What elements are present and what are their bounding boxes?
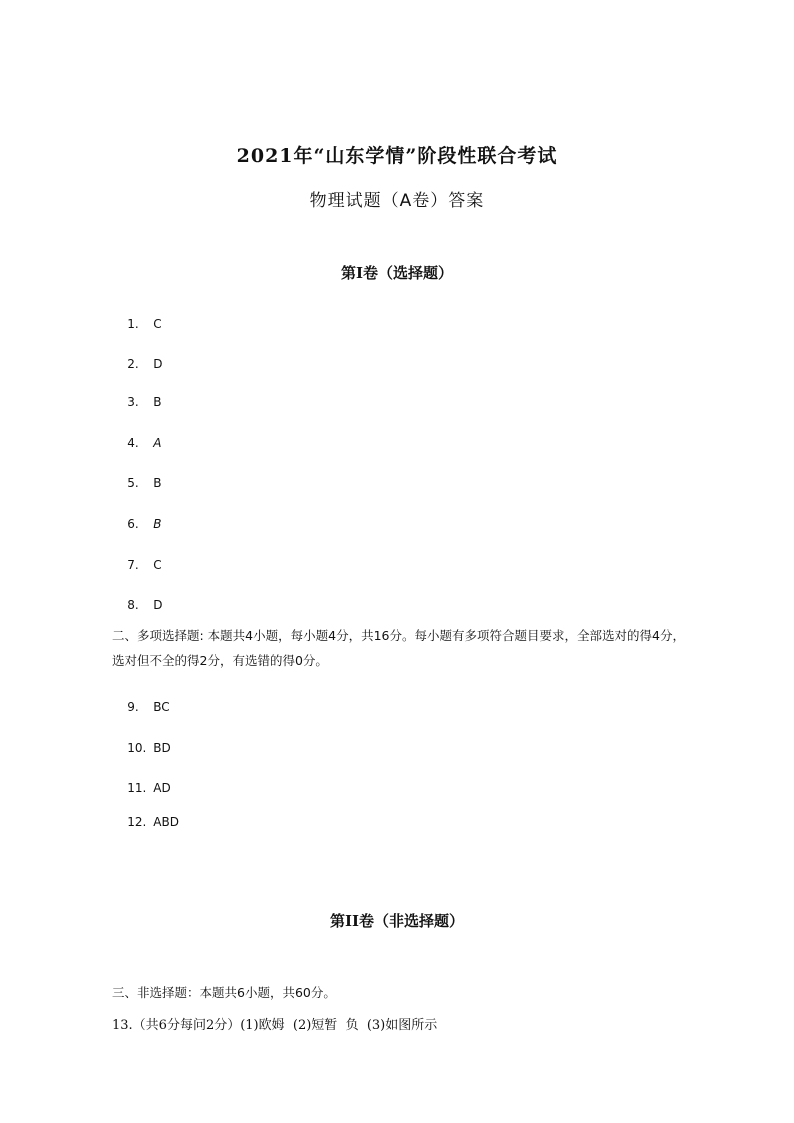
answer-10 [112,727,171,769]
answer-4 [112,422,161,464]
answer-3 [112,381,162,423]
answer-number: 10. [127,741,147,755]
answer-value: ABD [153,815,179,829]
answer-12 [112,801,179,843]
answer-value: C [153,317,162,331]
answer-1 [112,303,162,345]
answer-value: BC [153,700,170,714]
answer-5 [112,462,162,504]
answer-value: B [153,517,162,531]
answer-number: 3. [127,395,139,409]
multi-choice-instructions: 二、多项选择题: 本题共4小题，每小题4分，共16分。每小题有多项符合题目要求，全部选对的得4分，选对但不全的得2分，有选错的得0分。 [112,628,685,668]
document-title: 2021年“山东学情”阶段性联合考试 [236,145,558,167]
answer-value: A [153,436,162,450]
answer-number: 11. [127,781,147,795]
answer-value: B [153,476,162,490]
answer-9 [112,686,170,728]
document-subtitle: 物理试题（A卷）答案 [309,191,485,211]
answer-7 [112,544,162,586]
answer-8 [112,584,163,626]
answer-number: 8. [127,598,139,612]
answer-value: D [153,357,163,371]
answer-value: C [153,558,162,572]
answer-number: 2. [127,357,139,371]
answer-value: D [153,598,163,612]
answer-number: 1. [127,317,139,331]
section-1-heading: 第I卷（选择题） [340,264,454,282]
answer-value: BD [153,741,171,755]
non-choice-instructions: 三、非选择题：本题共6小题，共60分。 [112,985,336,1000]
answer-number: 7. [127,558,139,572]
answer-number: 12. [127,815,147,829]
answer-value: B [153,395,162,409]
answer-6 [112,503,162,545]
answer-number: 4. [127,436,139,450]
answer-number: 6. [127,517,139,531]
question-13-answer: 13.（共6分每问2分）(1)欧姆 (2)短暂 负 (3)如图所示 [112,1018,438,1033]
answer-number: 9. [127,700,139,714]
answer-number: 5. [127,476,139,490]
answer-value: AD [153,781,171,795]
answer-2 [112,343,163,385]
section-2-heading: 第II卷（非选择题） [329,912,465,930]
